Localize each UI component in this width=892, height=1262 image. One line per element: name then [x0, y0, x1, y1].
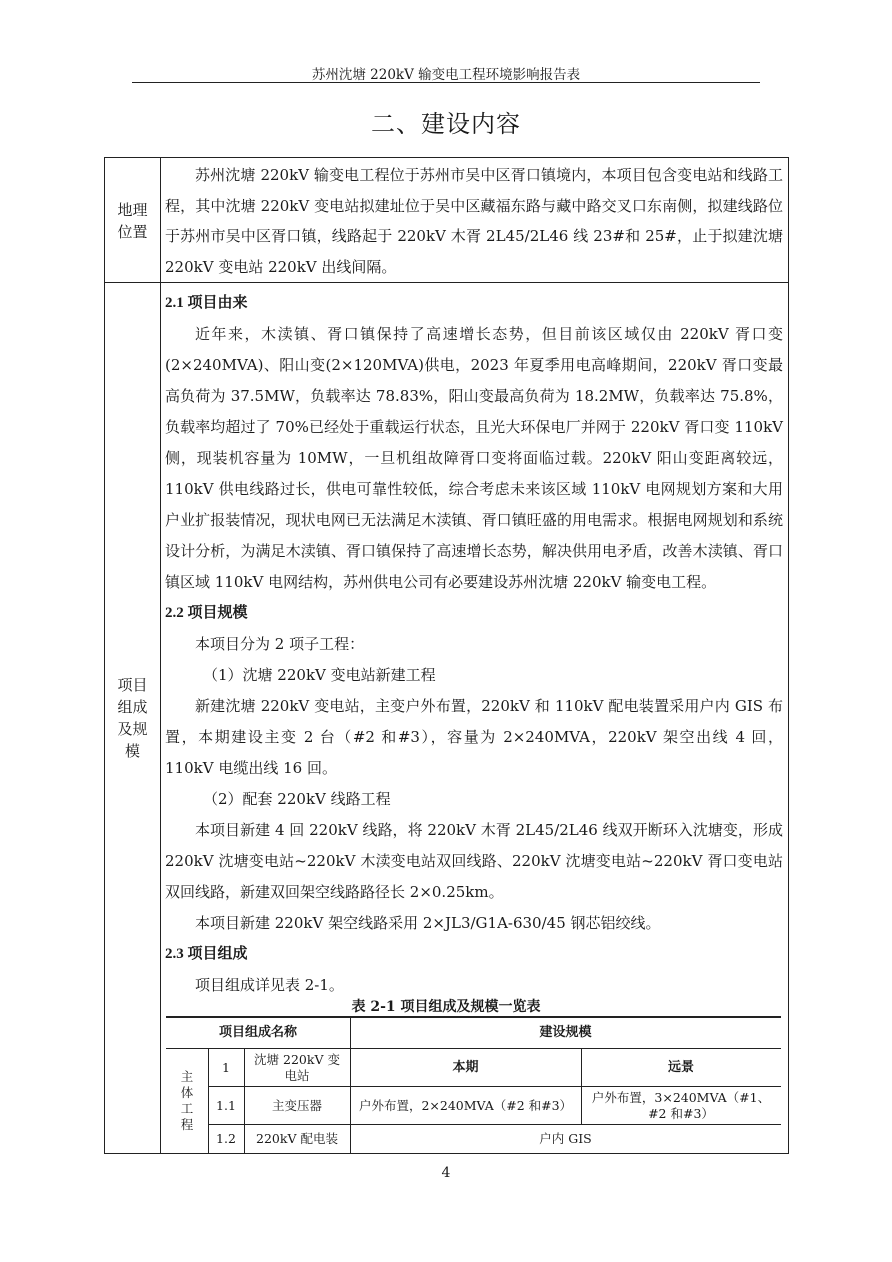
location-label	[105, 158, 161, 283]
row-no: 1.2	[216, 1131, 236, 1146]
s23-paragraph: 项目组成详见表 2-1。	[195, 976, 344, 994]
row-separator	[105, 282, 788, 283]
row-no: 1	[222, 1059, 230, 1075]
col-future-header: 远景	[667, 1059, 694, 1075]
s22-sub2-heading: （2）配套 220kV 线路工程	[203, 790, 391, 808]
row-name: 沈塘 220kV 变 电站	[254, 1051, 340, 1083]
composition-label-text: 项目 组成 及规 模	[117, 676, 148, 760]
s22-intro: 本项目分为 2 项子工程：	[195, 635, 365, 653]
location-text: 苏州沈塘 220kV 输变电工程位于苏州市吴中区胥口镇境内，本项目包含变电站和线路工程，其中沈塘 220kV 变电站拟建址位于吴中区藏福东路与藏中路交叉口东南侧，拟建线路位于苏州市吴中区胥口镇，线路起于 220kV 木胥 2L45/2L46 线 23#和 25#，止于拟建沈塘 220kV 变电站 220kV 出线间隔。	[165, 166, 783, 276]
row-future: 户外布置，3×240MVA（#1、 #2 和#3）	[591, 1089, 771, 1121]
page-number: 4	[441, 1165, 451, 1181]
row-name: 220kV 配电装	[256, 1131, 338, 1146]
col-name-header: 项目组成名称	[218, 1024, 297, 1040]
row-name: 主变压器	[271, 1097, 322, 1113]
location-label-text: 地理 位置	[117, 200, 148, 241]
composition-content	[165, 288, 783, 1001]
row-merged: 户内 GIS	[539, 1131, 592, 1146]
header-rule	[132, 82, 760, 83]
running-header: 苏州沈塘 220kV 输变电工程环境影响报告表	[311, 67, 581, 83]
project-table	[166, 1015, 781, 1154]
s22-sub2-paragraph-2: 本项目新建 220kV 架空线路采用 2×JL3/G1A-630/45 钢芯铝绞线。	[195, 914, 661, 932]
group-label: 主 体 工 程	[180, 1069, 194, 1132]
row-no: 1.1	[216, 1097, 236, 1113]
composition-label	[105, 283, 161, 1153]
s23-heading: 2.3 项目组成	[165, 946, 248, 962]
s22-sub1-heading: （1）沈塘 220kV 变电站新建工程	[203, 666, 436, 684]
col-scale-header: 建设规模	[539, 1024, 592, 1040]
s22-sub2-paragraph: 本项目新建 4 回 220kV 线路，将 220kV 木胥 2L45/2L46 线双开断环入沈塘变，形成 220kV 沈塘变电站~220kV 木渎变电站双回线路、220kV 沈塘变电站~220kV 胥口变电站双回线路，新建双回架空线路路径长 2×0.25km。	[165, 821, 783, 901]
table-caption: 表 2-1 项目组成及规模一览表	[351, 999, 541, 1015]
s22-heading: 2.2 项目规模	[165, 605, 248, 621]
s21-heading: 2.1 项目由来	[165, 295, 248, 311]
row-current: 户外布置，2×240MVA（#2 和#3）	[358, 1097, 573, 1113]
col-current-header: 本期	[452, 1059, 479, 1075]
table-bottom-rule	[166, 1153, 781, 1154]
s21-paragraph: 近年来，木渎镇、胥口镇保持了高速增长态势，但目前该区域仅由 220kV 胥口变(2×240MVA)、阳山变(2×120MVA)供电，2023 年夏季用电高峰期间，220kV 胥口变最高负荷为 37.5MW，负载率达 78.83%，阳山变最高负荷为 18.2MW，负载率达 75.8%，负载率均超过了 70%已经处于重载运行状态，且光大环保电厂并网于 220kV 胥口变 110kV 侧，现装机容量为 10MW，一旦机组故障胥口变将面临过载。220kV 阳山变距离较远，110kV 供电线路过长，供电可靠性较低，综合考虑未来该区域 110kV 电网规划方案和大用户业扩报装情况，现状电网已无法满足木渎镇、胥口镇旺盛的用电需求。根据电网规划和系统设计分析，为满足木渎镇、胥口镇保持了高速增长态势，解决供用电矛盾，改善木渎镇、胥口镇区域 110kV 电网结构，苏州供电公司有必要建设苏州沈塘 220kV 输变电工程。	[165, 325, 783, 591]
s22-sub1-paragraph: 新建沈塘 220kV 变电站，主变户外布置，220kV 和 110kV 配电装置采用户内 GIS 布置，本期建设主变 2 台（#2 和#3），容量为 2×240MVA，220kV 架空出线 4 回，110kV 电缆出线 16 回。	[165, 697, 783, 777]
section-title: 二、建设内容	[371, 110, 521, 138]
